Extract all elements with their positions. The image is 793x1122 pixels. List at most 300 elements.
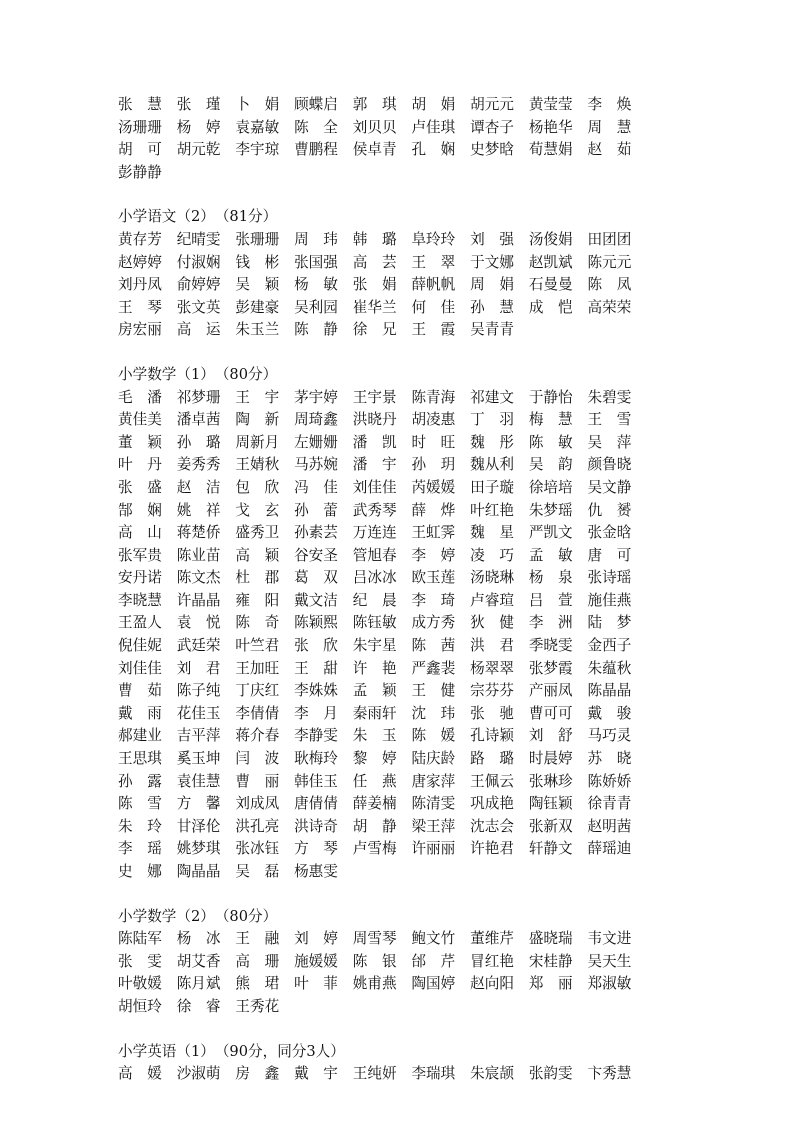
student-name: 高 媛 <box>118 1065 162 1083</box>
student-name: 严凯文 <box>528 524 573 542</box>
student-name: 洪孔亮 <box>235 817 280 835</box>
student-name: 陈 凤 <box>587 276 632 294</box>
student-name: 李 婷 <box>411 546 456 564</box>
student-name: 陈青海 <box>411 388 456 406</box>
name-grid <box>118 1063 678 1086</box>
student-name: 盛秀卫 <box>235 524 280 542</box>
student-name: 俞婷婷 <box>176 276 221 294</box>
name-grid <box>118 94 678 184</box>
student-name: 李 瑶 <box>118 840 162 858</box>
student-name: 孙 蕾 <box>294 501 338 519</box>
student-name: 张 瑾 <box>176 96 221 113</box>
student-name: 周 玮 <box>294 230 338 248</box>
student-name: 张国强 <box>294 253 338 271</box>
student-name: 宗芬芬 <box>470 682 514 700</box>
student-name: 秦雨轩 <box>352 704 397 722</box>
student-name: 苏 晓 <box>587 750 632 768</box>
section-spacer <box>118 1019 678 1041</box>
student-name: 卢睿瑄 <box>470 591 514 609</box>
student-name: 李 月 <box>294 704 338 722</box>
student-name: 郭 琪 <box>352 96 397 113</box>
student-name: 杨惠雯 <box>294 863 338 880</box>
student-name: 彭静静 <box>118 163 162 181</box>
student-name: 朱 玲 <box>118 817 162 835</box>
student-name: 胡元乾 <box>176 141 221 159</box>
student-name: 孔诗颖 <box>470 727 514 745</box>
student-name: 洪晓丹 <box>352 411 397 429</box>
student-name: 王虹霁 <box>411 524 456 542</box>
section-title: 小学数学（1） （80分） <box>118 365 278 383</box>
student-name: 祁梦珊 <box>176 388 221 406</box>
student-name: 潘 凯 <box>352 433 397 451</box>
student-name: 蒋介春 <box>235 727 280 745</box>
student-name: 许艳君 <box>470 840 514 858</box>
student-name: 袁佳慧 <box>176 772 221 790</box>
student-name: 孟 敏 <box>528 546 573 564</box>
student-name: 董维芹 <box>470 930 514 948</box>
student-name: 张 盛 <box>118 478 162 496</box>
student-name: 马巧灵 <box>587 727 632 745</box>
student-name: 郜 娴 <box>118 501 162 519</box>
student-name: 胡 可 <box>118 141 162 159</box>
student-name: 周雪琴 <box>352 930 397 948</box>
student-name: 徐培培 <box>528 478 573 496</box>
student-name: 戴 雨 <box>118 704 162 722</box>
student-name: 孙 玥 <box>411 456 456 474</box>
student-name: 熊 珺 <box>235 975 280 993</box>
student-name: 陈娇娇 <box>587 772 632 790</box>
student-name: 成方秀 <box>411 614 456 632</box>
student-name: 戴 宇 <box>294 1065 338 1083</box>
student-name: 王秀花 <box>235 997 280 1015</box>
student-name: 黄佳美 <box>118 411 162 429</box>
student-name: 何 佳 <box>411 298 456 316</box>
student-name: 许 艳 <box>352 659 397 677</box>
student-name: 刘 婷 <box>294 930 338 948</box>
student-name: 陈钰敏 <box>352 614 397 632</box>
student-name: 陈 静 <box>294 321 338 339</box>
student-name: 刘佳佳 <box>118 659 162 677</box>
student-name: 孙 璐 <box>176 433 221 451</box>
student-name: 高荣荣 <box>587 298 632 316</box>
student-name: 方 馨 <box>176 795 221 813</box>
student-name: 刘 舒 <box>528 727 573 745</box>
student-name: 毛 潘 <box>118 388 162 406</box>
student-name: 史梦晗 <box>470 141 514 159</box>
student-name: 彭建豪 <box>235 298 280 316</box>
student-name: 薛姜楠 <box>352 795 397 813</box>
student-name: 赵向阳 <box>470 975 514 993</box>
student-name: 袁嘉敏 <box>235 118 280 136</box>
student-name: 奚玉坤 <box>176 750 221 768</box>
student-name: 朱宸颉 <box>470 1065 514 1083</box>
student-name: 陈 媛 <box>411 727 456 745</box>
student-name: 汤俊娟 <box>528 230 573 248</box>
student-name: 唐 可 <box>587 546 632 564</box>
student-name: 付淑娴 <box>176 253 221 271</box>
student-name: 吴 韵 <box>528 456 573 474</box>
name-list-page <box>118 94 678 1086</box>
student-name: 朱宇星 <box>352 637 397 655</box>
student-name: 祁建文 <box>470 388 514 406</box>
student-name: 王 宇 <box>235 388 280 406</box>
student-name: 包 欣 <box>235 478 280 496</box>
student-name: 叶竺君 <box>235 637 280 655</box>
student-name: 张 慧 <box>118 96 162 113</box>
student-name: 武秀琴 <box>352 501 397 519</box>
student-name: 汤晓琳 <box>470 569 514 587</box>
student-name: 潘卓茜 <box>176 411 221 429</box>
student-name: 陈陆军 <box>118 930 162 948</box>
student-name: 刘 强 <box>470 230 514 248</box>
student-name: 张文英 <box>176 298 221 316</box>
student-name: 蒋楚侨 <box>176 524 221 542</box>
student-name: 韦文进 <box>587 930 632 948</box>
student-name: 谭杏子 <box>470 118 514 136</box>
student-name: 郑淑敏 <box>587 975 632 993</box>
student-name: 徐 兄 <box>352 321 397 339</box>
student-name: 朱蕴秋 <box>587 659 632 677</box>
student-name: 狄 健 <box>470 614 514 632</box>
student-name: 魏 星 <box>470 524 514 542</box>
student-name: 胡 娟 <box>411 96 456 113</box>
student-name: 李 焕 <box>587 96 632 113</box>
student-name: 刘成凤 <box>235 795 280 813</box>
student-name: 张金晗 <box>587 524 632 542</box>
student-name: 郑 丽 <box>528 975 573 993</box>
student-name: 左姗姗 <box>294 433 338 451</box>
student-name: 宋桂静 <box>528 952 573 970</box>
student-name: 钱 彬 <box>235 253 280 271</box>
student-name: 戴 骏 <box>587 704 632 722</box>
section-spacer <box>118 884 678 906</box>
student-name: 吴 磊 <box>235 863 280 880</box>
student-name: 李瑞琪 <box>411 1065 456 1083</box>
student-name: 陈月斌 <box>176 975 221 993</box>
student-name: 朱玉兰 <box>235 321 280 339</box>
student-name: 吴利园 <box>294 298 338 316</box>
student-name: 高 珊 <box>235 952 280 970</box>
student-name: 梅 慧 <box>528 411 573 429</box>
student-name: 于静怡 <box>528 388 573 406</box>
student-name: 陈业苗 <box>176 546 221 564</box>
student-name: 王 雪 <box>587 411 632 429</box>
student-name: 杨 敏 <box>294 276 338 294</box>
student-name: 汤珊珊 <box>118 118 162 136</box>
section-title: 小学英语（1） （90分，同分3人） <box>118 1042 345 1060</box>
student-name: 吴青青 <box>470 321 514 339</box>
student-name: 叶 菲 <box>294 975 338 993</box>
student-name: 吕冰冰 <box>352 569 397 587</box>
student-name: 卞秀慧 <box>587 1065 632 1083</box>
student-name: 陈 茜 <box>411 637 456 655</box>
student-name: 杨 冰 <box>176 930 221 948</box>
student-name: 王宇景 <box>352 388 397 406</box>
student-name: 颜鲁晓 <box>587 456 632 474</box>
student-name: 吕 萱 <box>528 591 573 609</box>
score-section <box>118 1041 678 1086</box>
student-name: 赵明茜 <box>587 817 632 835</box>
student-name: 卢雪梅 <box>352 840 397 858</box>
student-name: 陆庆龄 <box>411 750 456 768</box>
student-name: 杜 郡 <box>235 569 280 587</box>
student-name: 高 山 <box>118 524 162 542</box>
student-name: 周 慧 <box>587 118 632 136</box>
student-name: 张军贵 <box>118 546 162 564</box>
student-name: 陈元元 <box>587 253 632 271</box>
student-name: 陈晶晶 <box>587 682 632 700</box>
student-name: 周 娟 <box>470 276 514 294</box>
student-name: 姚 祥 <box>176 501 221 519</box>
student-name: 花佳玉 <box>176 704 221 722</box>
student-name: 房 鑫 <box>235 1065 280 1083</box>
student-name: 杨 婷 <box>176 118 221 136</box>
student-name: 葛 双 <box>294 569 338 587</box>
student-name: 张诗瑶 <box>587 569 632 587</box>
student-name: 李 洲 <box>528 614 573 632</box>
name-grid <box>118 229 678 342</box>
student-name: 张韵雯 <box>528 1065 573 1083</box>
student-name: 唐倩倩 <box>294 795 338 813</box>
student-name: 张珊珊 <box>235 230 280 248</box>
student-name: 王 霞 <box>411 321 456 339</box>
student-name: 卜 娟 <box>235 96 280 113</box>
student-name: 管旭春 <box>352 546 397 564</box>
student-name: 耿梅玲 <box>294 750 338 768</box>
student-name: 李 琦 <box>411 591 456 609</box>
student-name: 杨 泉 <box>528 569 573 587</box>
student-name: 姚甫燕 <box>352 975 397 993</box>
student-name: 纪 晨 <box>352 591 397 609</box>
student-name: 陈 敏 <box>528 433 573 451</box>
student-name: 沈志会 <box>470 817 514 835</box>
score-section <box>118 364 678 884</box>
student-name: 魏从利 <box>470 456 514 474</box>
student-name: 孟 颖 <box>352 682 397 700</box>
student-name: 王 融 <box>235 930 280 948</box>
student-name: 甘泽伦 <box>176 817 221 835</box>
student-name: 吴 颖 <box>235 276 280 294</box>
student-name: 曹可可 <box>528 704 573 722</box>
name-grid <box>118 387 678 884</box>
student-name: 阜玲玲 <box>411 230 456 248</box>
student-name: 吴天生 <box>587 952 632 970</box>
student-name: 姜秀秀 <box>176 456 221 474</box>
student-name: 丁 羽 <box>470 411 514 429</box>
student-name: 李宇琼 <box>235 141 280 159</box>
student-name: 李倩倩 <box>235 704 280 722</box>
score-section <box>118 206 678 342</box>
student-name: 胡恒玲 <box>118 997 162 1015</box>
student-name: 刘佳佳 <box>352 478 397 496</box>
student-name: 魏 彤 <box>470 433 514 451</box>
student-name: 曹 茹 <box>118 682 162 700</box>
student-name: 朱梦瑶 <box>528 501 573 519</box>
student-name: 陈文杰 <box>176 569 221 587</box>
student-name: 雍 阳 <box>235 591 280 609</box>
score-section <box>118 906 678 1019</box>
student-name: 赵 茹 <box>587 141 632 159</box>
student-name: 梁王萍 <box>411 817 456 835</box>
student-name: 朱碧雯 <box>587 388 632 406</box>
student-name: 顾蝶启 <box>294 96 338 113</box>
student-name: 薛帆帆 <box>411 276 456 294</box>
student-name: 王佩云 <box>470 772 514 790</box>
student-name: 谷安圣 <box>294 546 338 564</box>
student-name: 陈清雯 <box>411 795 456 813</box>
student-name: 赵 洁 <box>176 478 221 496</box>
student-name: 陈 奇 <box>235 614 280 632</box>
student-name: 张 欣 <box>294 637 338 655</box>
student-name: 吉平萍 <box>176 727 221 745</box>
student-name: 黎 婷 <box>352 750 397 768</box>
student-name: 叶 丹 <box>118 456 162 474</box>
student-name: 吴文静 <box>587 478 632 496</box>
student-name: 孙 露 <box>118 772 162 790</box>
student-name: 潘 宇 <box>352 456 397 474</box>
student-name: 许晶晶 <box>176 591 221 609</box>
student-name: 王加旺 <box>235 659 280 677</box>
student-name: 唐家萍 <box>411 772 456 790</box>
student-name: 纪晴雯 <box>176 230 221 248</box>
student-name: 石曼曼 <box>528 276 573 294</box>
student-name: 孔 娴 <box>411 141 456 159</box>
student-name: 王婧秋 <box>235 456 280 474</box>
student-name: 黄存芳 <box>118 230 162 248</box>
student-name: 陈 雪 <box>118 795 162 813</box>
student-name: 韩佳玉 <box>294 772 338 790</box>
student-name: 陈子纯 <box>176 682 221 700</box>
student-name: 沈 玮 <box>411 704 456 722</box>
student-name: 刘丹凤 <box>118 276 162 294</box>
student-name: 沙淑萌 <box>176 1065 221 1083</box>
score-section <box>118 94 678 184</box>
student-name: 路 璐 <box>470 750 514 768</box>
student-name: 刘贝贝 <box>352 118 397 136</box>
student-name: 叶敬媛 <box>118 975 162 993</box>
student-name: 任 燕 <box>352 772 397 790</box>
student-name: 陶 新 <box>235 411 280 429</box>
section-title: 小学语文（2） （81分） <box>118 208 278 226</box>
student-name: 田团团 <box>587 230 632 248</box>
student-name: 芮媛媛 <box>411 478 456 496</box>
student-name: 侯卓青 <box>352 141 397 159</box>
student-name: 冯 佳 <box>294 478 338 496</box>
student-name: 荀慧娟 <box>528 141 573 159</box>
student-name: 张 娟 <box>352 276 397 294</box>
student-name: 董 颖 <box>118 433 162 451</box>
student-name: 王盈人 <box>118 614 162 632</box>
student-name: 赵婷婷 <box>118 253 162 271</box>
student-name: 陶晶晶 <box>176 863 221 880</box>
student-name: 杨翠翠 <box>470 659 514 677</box>
student-name: 方 琴 <box>294 840 338 858</box>
section-spacer <box>118 342 678 364</box>
student-name: 陈 全 <box>294 118 338 136</box>
student-name: 张新双 <box>528 817 573 835</box>
student-name: 张冰钰 <box>235 840 280 858</box>
student-name: 赵凯斌 <box>528 253 573 271</box>
student-name: 徐 睿 <box>176 997 221 1015</box>
student-name: 安丹诺 <box>118 569 162 587</box>
student-name: 吴 萍 <box>587 433 632 451</box>
student-name: 胡元元 <box>470 96 514 113</box>
student-name: 薛瑶迪 <box>587 840 632 858</box>
student-name: 王 翠 <box>411 253 456 271</box>
student-name: 邰 芹 <box>411 952 456 970</box>
student-name: 时 旺 <box>411 433 456 451</box>
student-name: 房宏丽 <box>118 321 162 339</box>
student-name: 郝建业 <box>118 727 162 745</box>
section-title: 小学数学（2） （80分） <box>118 907 278 925</box>
student-name: 胡凌惠 <box>411 411 456 429</box>
student-name: 田子璇 <box>470 478 514 496</box>
student-name: 王 甜 <box>294 659 338 677</box>
student-name: 戴文洁 <box>294 591 338 609</box>
student-name: 茅宇婷 <box>294 388 338 406</box>
student-name: 王 琴 <box>118 298 162 316</box>
student-name: 倪佳妮 <box>118 637 162 655</box>
student-name: 冒红艳 <box>470 952 514 970</box>
student-name: 时晨婷 <box>528 750 573 768</box>
student-name: 袁 悦 <box>176 614 221 632</box>
student-name: 刘 君 <box>176 659 221 677</box>
student-name: 张梦霞 <box>528 659 573 677</box>
student-name: 万连连 <box>352 524 397 542</box>
student-name: 巩成艳 <box>470 795 514 813</box>
student-name: 周琦鑫 <box>294 411 338 429</box>
student-name: 于文娜 <box>470 253 514 271</box>
student-name: 高 颖 <box>235 546 280 564</box>
student-name: 陶国婷 <box>411 975 456 993</box>
student-name: 洪 君 <box>470 637 514 655</box>
student-name: 轩静文 <box>528 840 573 858</box>
student-name: 许丽丽 <box>411 840 456 858</box>
student-name: 李晓慧 <box>118 591 162 609</box>
student-name: 黄莹莹 <box>528 96 573 113</box>
student-name: 王思琪 <box>118 750 162 768</box>
student-name: 丁庆红 <box>235 682 280 700</box>
student-name: 马苏婉 <box>294 456 338 474</box>
student-name: 朱 玉 <box>352 727 397 745</box>
student-name: 杨艳华 <box>528 118 573 136</box>
student-name: 薛 烨 <box>411 501 456 519</box>
student-name: 金西子 <box>587 637 632 655</box>
student-name: 姚梦琪 <box>176 840 221 858</box>
student-name: 李姝姝 <box>294 682 338 700</box>
student-name: 孙素芸 <box>294 524 338 542</box>
student-name: 曹鹏程 <box>294 141 338 159</box>
student-name: 闫 波 <box>235 750 280 768</box>
student-name: 盛晓瑞 <box>528 930 573 948</box>
student-name: 叶红艳 <box>470 501 514 519</box>
student-name: 陈颖熙 <box>294 614 338 632</box>
student-name: 欧玉莲 <box>411 569 456 587</box>
student-name: 严鑫裴 <box>411 659 456 677</box>
student-name: 陶钰颖 <box>528 795 573 813</box>
student-name: 李静雯 <box>294 727 338 745</box>
student-name: 产丽凤 <box>528 682 573 700</box>
student-name: 陈 银 <box>352 952 397 970</box>
student-name: 季晓雯 <box>528 637 573 655</box>
student-name: 崔华兰 <box>352 298 397 316</box>
name-grid <box>118 928 678 1018</box>
student-name: 张 雯 <box>118 952 162 970</box>
student-name: 施媛媛 <box>294 952 338 970</box>
student-name: 徐青青 <box>587 795 632 813</box>
student-name: 张 驰 <box>470 704 514 722</box>
student-name: 孙 慧 <box>470 298 514 316</box>
